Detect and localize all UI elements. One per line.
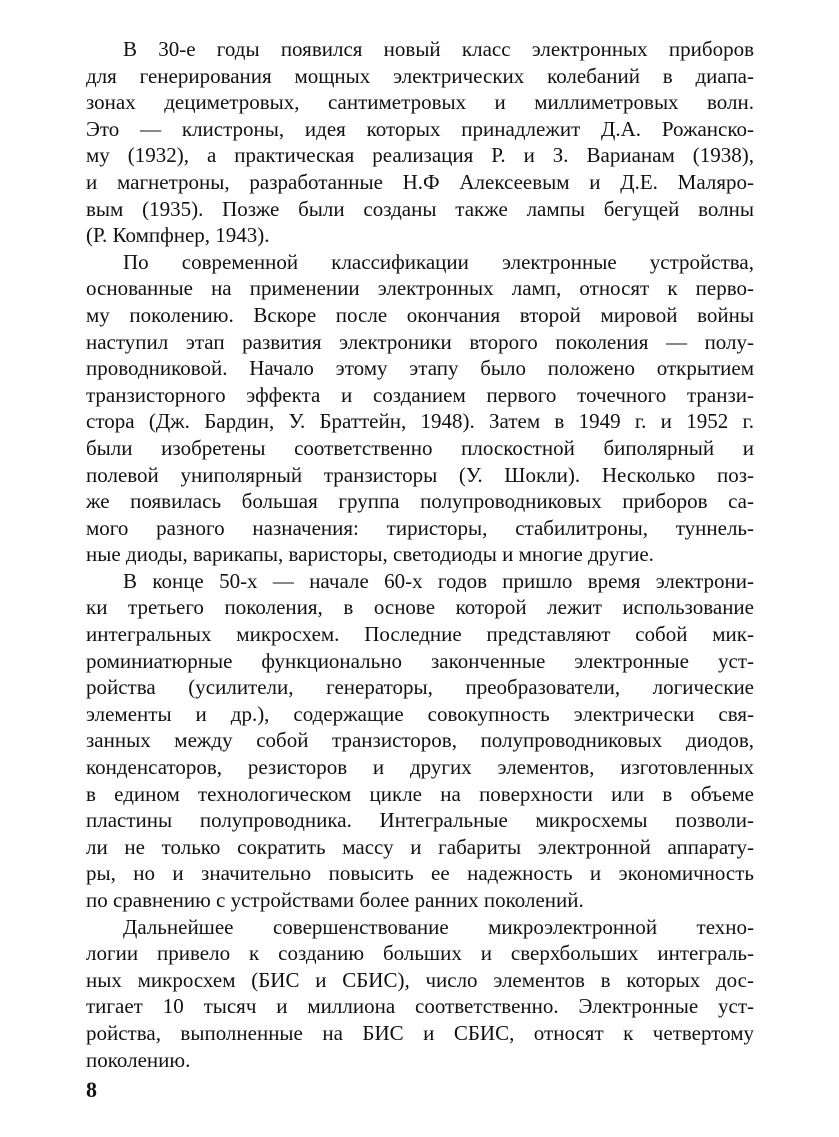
text-line: по сравнению с устройствами более ранних поколений. (86, 888, 584, 912)
text-line: вым (1935). Позже были созданы также лампы бегущей волны (86, 196, 754, 221)
text-line: же появилась большая группа полупроводниковых приборов са- (86, 489, 754, 514)
text-line: наступил этап развития электроники второго поколения — полу- (86, 329, 754, 354)
text-line: му поколению. Вскоре после окончания второй мировой войны (86, 302, 754, 327)
text-body (86, 36, 754, 1073)
text-line: пластины полупроводника. Интегральные микросхемы позволи- (86, 808, 754, 833)
text-line: полевой униполярный транзисторы (У. Шокли). Несколько поз- (86, 462, 754, 487)
text-line: основанные на применении электронных ламп, относят к перво- (86, 276, 754, 301)
text-line: зонах дециметровых, сантиметровых и миллиметровых волн. (86, 90, 754, 115)
text-line: транзисторного эффекта и созданием первого точечного транзи- (86, 382, 754, 407)
text-line: В конце 50-х — начале 60-х годов пришло время электрони- (123, 568, 754, 593)
text-line: роминиатюрные функционально законченные электронные уст- (86, 648, 754, 673)
text-line: ных микросхем (БИС и СБИС), число элементов в которых дос- (86, 967, 754, 992)
paragraph-3 (86, 568, 754, 914)
text-line: в едином технологическом цикле на поверхности или в объеме (86, 781, 754, 806)
text-line: интегральных микросхем. Последние представляют собой мик- (86, 622, 754, 647)
text-line: В 30-е годы появился новый класс электронных приборов (123, 37, 754, 61)
text-line: логии привело к созданию больших и сверхбольших интеграль- (86, 941, 754, 966)
text-line: ры, но и значительно повысить ее надежность и экономичность (86, 861, 754, 886)
text-line: (Р. Компфнер, 1943). (86, 223, 270, 248)
page-number: 8 (86, 1077, 97, 1102)
paragraph-2 (86, 249, 754, 568)
text-line: тигает 10 тысяч и миллиона соответственно. Электронные уст- (86, 994, 754, 1019)
text-line: проводниковой. Начало этому этапу было положено открытием (86, 356, 754, 381)
text-line: По современной классификации электронные устройства, (123, 249, 754, 274)
paragraph-4 (86, 914, 754, 1074)
text-line: стора (Дж. Бардин, У. Браттейн, 1948). Затем в 1949 г. и 1952 г. (86, 409, 754, 434)
text-line: ные диоды, варикапы, варисторы, светодиоды и многие другие. (86, 542, 654, 567)
text-line: были изобретены соответственно плоскостной биполярный и (86, 435, 754, 460)
text-line: Дальнейшее совершенствование микроэлектронной техно- (123, 914, 754, 939)
text-line: для генерирования мощных электрических колебаний в диапа- (86, 63, 754, 88)
text-line: поколению. (86, 1047, 191, 1072)
text-line: ройства (усилители, генераторы, преобразователи, логические (86, 675, 754, 700)
text-line: занных между собой транзисторов, полупроводниковых диодов, (86, 728, 754, 753)
paragraph-1 (86, 36, 754, 249)
text-line: элементы и др.), содержащие совокупность электрически свя- (86, 701, 754, 726)
text-line: ройства, выполненные на БИС и СБИС, относят к четвертому (86, 1020, 754, 1045)
text-line: ли не только сократить массу и габариты электронной аппарату- (86, 834, 754, 859)
text-line: мого разного назначения: тиристоры, стабилитроны, туннель- (86, 515, 754, 540)
text-line: конденсаторов, резисторов и других элементов, изготовленных (86, 755, 754, 780)
text-line: и магнетроны, разработанные Н.Ф Алексеевым и Д.Е. Маляро- (86, 169, 754, 194)
text-line: Это — клистроны, идея которых принадлежит Д.А. Рожанско- (86, 116, 754, 141)
text-line: му (1932), а практическая реализация Р. и З. Варианам (1938), (86, 143, 754, 168)
text-line: ки третьего поколения, в основе которой лежит использование (86, 595, 754, 620)
